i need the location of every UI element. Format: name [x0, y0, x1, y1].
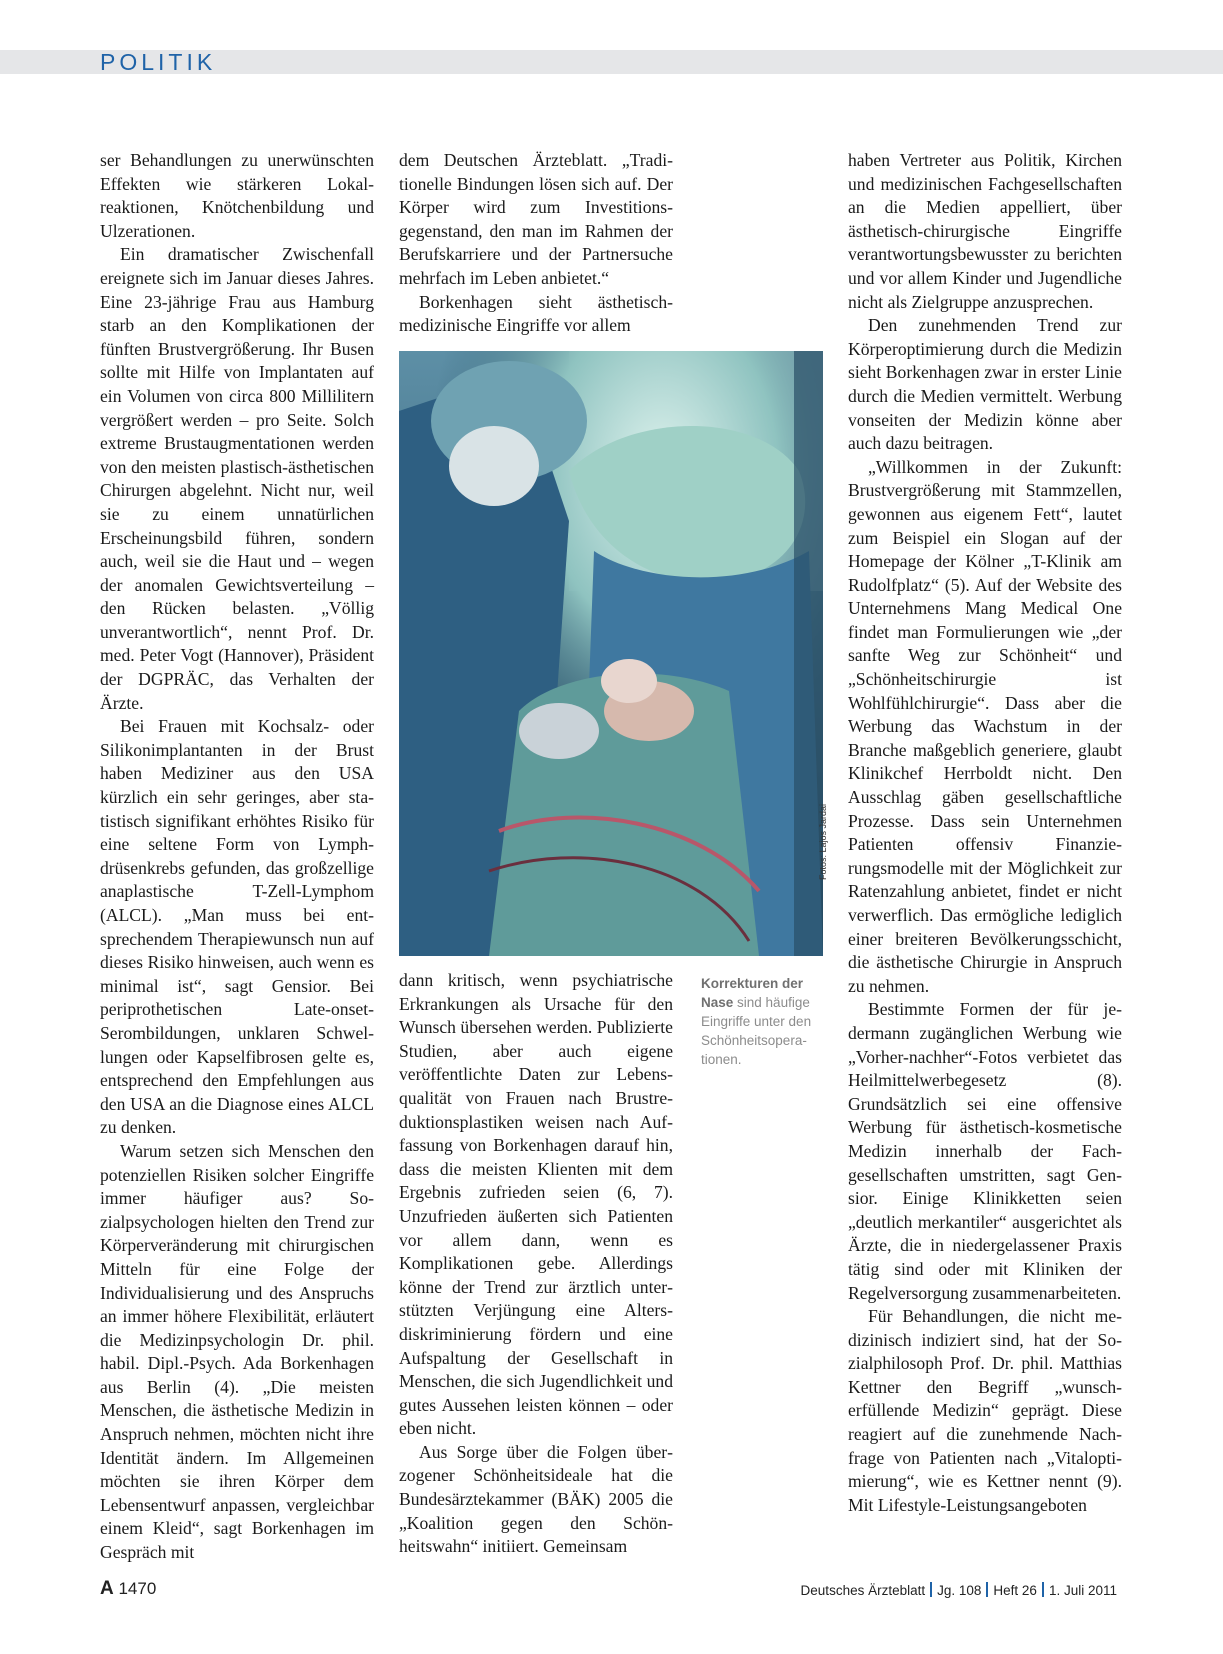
separator — [1042, 1582, 1044, 1597]
paragraph: haben Vertreter aus Politik, Kirchen und medizinischen Fachgesellschaften an die Medien appelliert, über ästhetisch-chirurgische Eingriffe verantwortungsbewusster zu berichten und vor allem Kinder und Jugendliche nicht als Zielgruppe anzusprechen. — [848, 150, 1122, 312]
paragraph: Bestimmte Formen der für jedermann zugänglichen Werbung wie „Vorher-nachher“-Fotos verbietet das Heilmittelwerbegesetz (8). Grundsätzlich sei eine offensive Werbung für ästhetisch-kosmetische Medizin innerhalb der Fachgesellschaften umstritten, sagt Gensior. Einige Klinikketten seien „deutlich merkantiler“ ausgerichtet als Ärzte, die in niedergelassener Praxis tätig sind oder mit Kliniken der Regelversorgung zusammenarbeiteten. — [848, 999, 1122, 1303]
paragraph: Aus Sorge über die Folgen überzogener Schönheitsideale hat die Bundesärztekammer (BÄK) 2005 die „Koalition gegen den Schönheitswahn“ initiiert. Gemeinsam — [399, 1441, 673, 1557]
paragraph: Borkenhagen sieht ästhetisch-medizinische Eingriffe vor allem — [399, 291, 673, 336]
surgery-photo — [399, 351, 823, 956]
page-number — [100, 1578, 156, 1600]
journal-issue: Heft 26 — [993, 1583, 1037, 1598]
journal-name: Deutsches Ärzteblatt — [800, 1583, 926, 1598]
paragraph: ser Behandlungen zu unerwünschten Effekten wie stärkeren Lokalreaktionen, Knötchenbildung und Ulzerationen. — [100, 150, 374, 241]
separator — [986, 1582, 988, 1597]
journal-date: 1. Juli 2011 — [1048, 1583, 1117, 1598]
journal-volume: Jg. 108 — [937, 1583, 982, 1598]
paragraph: dann kritisch, wenn psychiatrische Erkrankungen als Ursache für den Wunsch übersehen werden. Publizierte Studien, aber auch eigene veröffentlichte Daten zur Lebensqualität von Frauen nach Brustreduktionsplastiken weisen nach Auffassung von Borkenhagen darauf hin, dass die meisten Klienten mit dem Ergebnis zufrieden seien (6, 7). Unzufrieden äußerten sich Patienten vor allem dann, wenn es Komplikationen gebe. Allerdings könne der Trend zur ärztlich unterstützten Verjüngung eine Altersdiskriminierung fördern und eine Aufspaltung der Gesellschaft in Menschen, die sich Jugendlichkeit und gutes Aussehen leisten können – oder eben nicht. — [399, 970, 673, 1439]
caption-text: sind häufige Eingriffe unter den Schönheitsoperationen. — [701, 995, 812, 1067]
paragraph: Warum setzen sich Menschen den potenziellen Risiken solcher Eingriffe immer häufiger aus? Sozialpsychologen hielten den Trend zur Körperveränderung mit chirurgischen Mitteln für eine Folge der Individualisierung und des Anspruchs an immer höhere Flexibilität, erläutert die Medizinpsychologin Dr. phil. habil. Dipl.-Psych. Ada Borkenhagen aus Berlin (4). „Die meisten Menschen, die ästhetische Medizin in Anspruch nehmen, möchten nicht ihre Identität ändern. Im Allgemeinen möchten sie ihren Körper dem Lebensentwurf anpassen, vergleichbar einem Kleid“, sagt Borkenhagen im Gespräch mit — [100, 1140, 374, 1563]
column-2-bottom — [399, 969, 673, 1559]
section-label: POLITIK — [100, 49, 217, 75]
paragraph: Ein dramatischer Zwischenfall ereignete sich im Januar dieses Jahres. Eine 23-jährige Frau aus Hamburg starb an den Komplikationen der fünften Brustvergrößerung. Ihr Busen sollte mit Hilfe von Implantaten auf ein Volumen von circa 800 Millilitern vergrößert werden – pro Seite. Solch extreme Brustaugmentationen werden von den meisten plastisch-ästhetischen Chirurgen abgelehnt. Nicht nur, weil sie zu einem unnatürlichen Erscheinungsbild führen, sondern auch, weil sie die Haut und – wegen der anomalen Gewichtsverteilung – den Rücken belasten. „Völlig unverantwortlich“, nennt Prof. Dr. med. Peter Vogt (Hannover), Präsident der DGPRÄC, das Verhalten der Ärzte. — [100, 244, 374, 713]
photo-caption — [701, 974, 821, 1069]
column-3 — [848, 149, 1122, 1517]
paragraph: Bei Frauen mit Kochsalz- oder Silikonimplantanten in der Brust haben Mediziner aus den USA kürzlich ein sehr geringes, aber statistisch signifikant erhöhtes Risiko für eine seltene Form von Lymphdrüsenkrebs gefunden, das großzellige anaplastische T-Zell-Lymphom (ALCL). „Man muss bei entsprechendem Therapiewunsch nun auf dieses Risiko hinweisen, auch wenn es minimal ist“, sagt Gensior. Bei periprothetischen Late-onset-Serombildungen, unklaren Schwellungen oder Kapselfibrosen gelte es, entsprechend den Empfehlungen aus den USA an die Diagnose eines ALCL zu denken. — [100, 716, 374, 1138]
column-1 — [100, 149, 374, 1565]
caption-bold: Korrekturen der Nase — [701, 976, 804, 1010]
paragraph: „Willkommen in der Zukunft: Brustvergrößerung mit Stammzellen, gewonnen aus eigenem Fett“, lautet zum Beispiel ein Slogan auf der Homepage der Kölner „T-Klinik am Rudolfplatz“ (5). Auf der Website des Unternehmens Mang Medical One findet man Formulierungen wie „der sanfte Weg zur Schönheit“ und „Schönheitschirurgie ist Wohlfühlchirurgie“. Dass aber die Werbung das Wachstum in der Branche maßgeblich generiere, glaubt Klinikchef Herrboldt nicht. Den Ausschlag gäben gesellschaftliche Prozesse. Dass sein Unternehmen Patienten offensiv Finanzierungsmodelle mit der Möglichkeit zur Ratenzahlung anbietet, findet er nicht verwerflich. Das ermögliche lediglich einer breiteren Bevölkerungsschicht, die ästhetische Chirurgie in Anspruch zu nehmen. — [848, 456, 1122, 996]
journal-info — [801, 1582, 1117, 1598]
separator — [930, 1582, 932, 1597]
paragraph: dem Deutschen Ärzteblatt. „Traditionelle Bindungen lösen sich auf. Der Körper wird zum Investitionsgegenstand, den man im Rahmen der Berufskarriere und der Partnersuche mehrfach im Leben anbietet.“ — [399, 150, 673, 288]
column-2-top — [399, 149, 673, 338]
page-num: 1470 — [118, 1579, 157, 1598]
photo-credit: Fotos: Lajos Jardai — [818, 803, 828, 880]
paragraph: Für Behandlungen, die nicht medizinisch indiziert sind, hat der Sozialphilosoph Prof. Dr. phil. Matthias Kettner den Begriff „wunscherfüllende Medizin“ geprägt. Diese reagiert auf die zunehmende Nachfrage von Patienten nach „Vitaloptimierung“, wie es Kettner nennt (9). Mit Lifestyle-Leistungsangeboten — [848, 1306, 1122, 1515]
page-prefix: A — [100, 1578, 114, 1599]
paragraph: Den zunehmenden Trend zur Körperoptimierung durch die Medizin sieht Borkenhagen zwar in erster Linie durch die Medien vermittelt. Werbung vonseiten der Medizin könne aber auch dazu beitragen. — [848, 315, 1122, 454]
